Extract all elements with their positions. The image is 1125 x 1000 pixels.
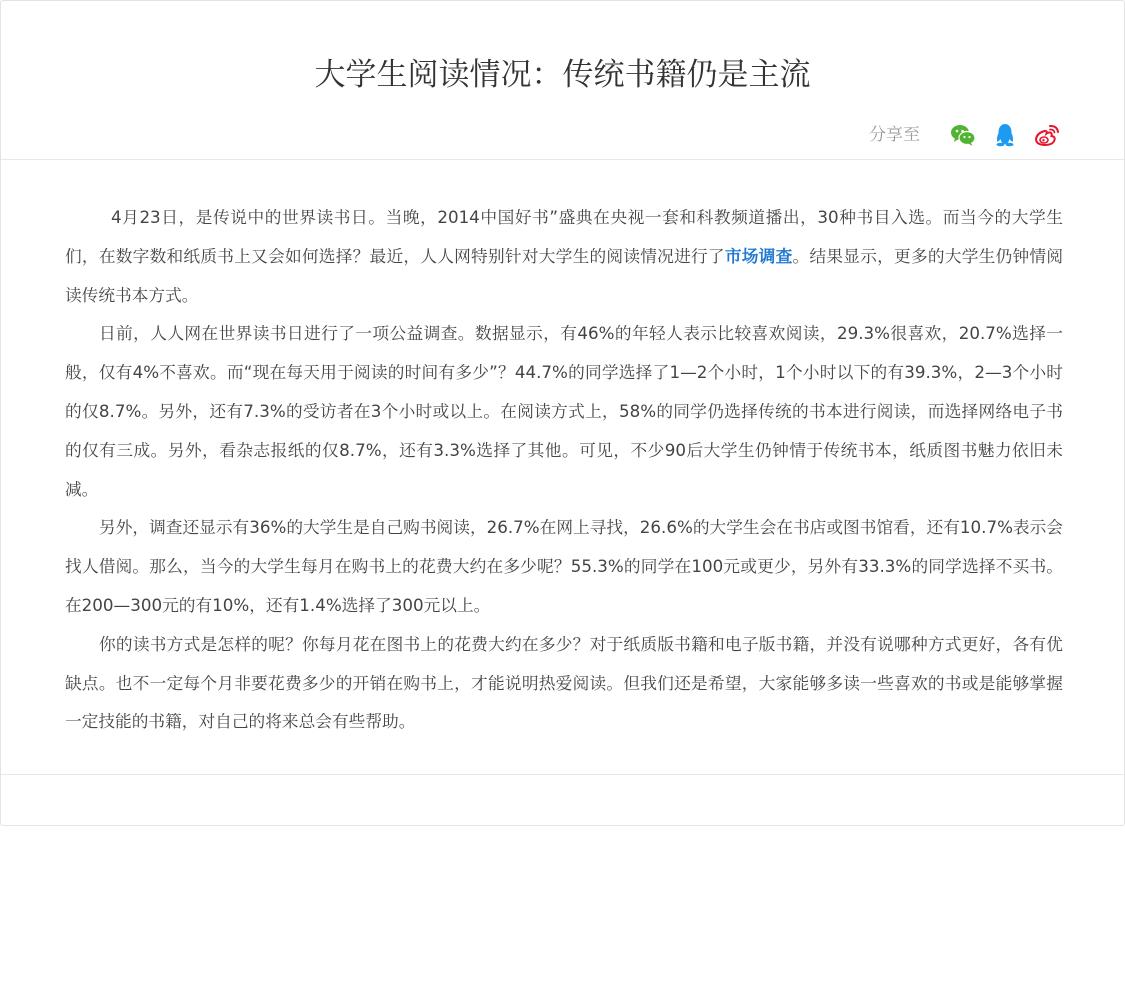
article-title: 大学生阅读情况：传统书籍仍是主流 <box>314 57 811 93</box>
footer-divider <box>1 774 1124 775</box>
share-bar <box>869 121 1060 149</box>
market-survey-link[interactable]: 市场调查 <box>724 245 793 266</box>
paragraph-4: 你的读书方式是怎样的呢？你每月花在图书上的花费大约在多少？对于纸质版书籍和电子版书籍，并没有说哪种方式更好，各有优缺点。也不一定每个月非要花费多少的开销在购书上，才能说明热爱阅读。但我们还是希望，大家能够多读一些喜欢的书或是能够掌握一定技能的书籍，对自己的将来总会有些帮助。 <box>65 633 1063 732</box>
paragraph-2: 日前，人人网在世界读书日进行了一项公益调查。数据显示，有46%的年轻人表示比较喜欢阅读，29.3%很喜欢，20.7%选择一般，仅有4%不喜欢。而“现在每天用于阅读的时间有多少”？44.7%的同学选择了1—2个小时，1个小时以下的有39.3%，2—3个小时的仅8.7%。另外，还有7.3%的受访者在3个小时或以上。在阅读方式上，58%的同学仍选择传统的书本进行阅读，而选择网络电子书的仅有三成。另外，看杂志报纸的仅8.7%，还有3.3%选择了其他。可见，不少90后大学生仍钟情于传统书本，纸质图书魅力依旧未减。 <box>65 323 1063 499</box>
paragraph-1 <box>65 198 1063 314</box>
article-header <box>1 1 1124 160</box>
paragraph-3: 另外，调查还显示有36%的大学生是自己购书阅读，26.7%在网上寻找，26.6%的大学生会在书店或图书馆看，还有10.7%表示会找人借阅。那么，当今的大学生每月在购书上的花费大约在多少呢？55.3%的同学在100元或更少，另外有33.3%的同学选择不买书。在200—300元的有10%，还有1.4%选择了300元以上。 <box>65 517 1063 615</box>
wechat-icon[interactable] <box>950 122 976 148</box>
weibo-icon[interactable] <box>1034 122 1060 148</box>
article-body <box>65 198 1063 741</box>
share-label: 分享至 <box>869 125 920 145</box>
paragraph-1-text-b: 。结果显示，更多的大学生仍钟情阅读传统书本方式。 <box>65 245 1064 305</box>
qq-icon[interactable] <box>992 122 1018 148</box>
paragraph-1-text-a: 4月23日，是传说中的世界读书日。当晚，2014中国好书”盛典在央视一套和科教频道播出，30种书目入选。而当今的大学生们，在数字数和纸质书上又会如何选择？最近，人人网特别针对大学生的阅读情况进行了 <box>65 207 1063 266</box>
